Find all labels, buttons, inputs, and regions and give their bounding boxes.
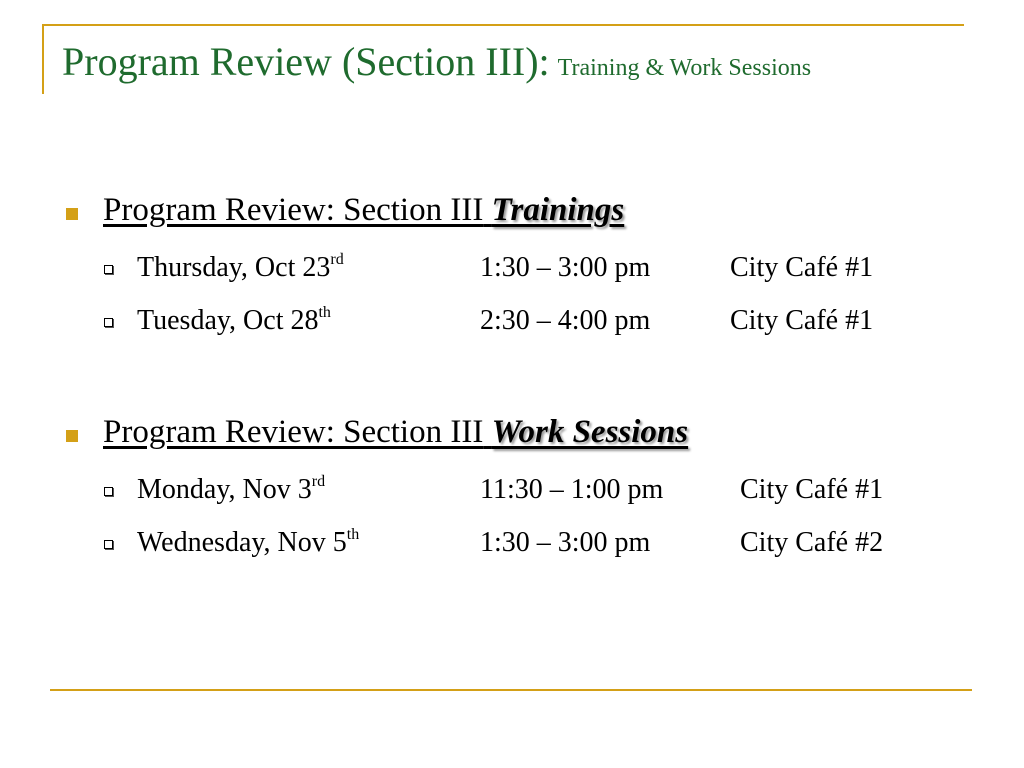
hollow-square-bullet-icon: [104, 487, 113, 496]
section-heading-trainings: [103, 192, 624, 229]
section-heading-work-sessions: [103, 414, 688, 451]
session-location: City Café #1: [740, 474, 884, 505]
top-rule: [42, 24, 964, 26]
session-location: City Café #2: [740, 527, 884, 558]
heading-prefix: Program Review: Section III: [103, 414, 484, 450]
title-subtitle: Training & Work Sessions: [557, 55, 812, 81]
hollow-square-bullet-icon: [104, 318, 113, 327]
heading-emphasis: Work Sessions: [491, 414, 689, 450]
session-time: 2:30 – 4:00 pm: [480, 305, 651, 336]
square-bullet-icon: [66, 430, 78, 442]
session-location: City Café #1: [730, 252, 874, 283]
hollow-square-bullet-icon: [104, 540, 113, 549]
session-day: Tuesday, Oct 28th: [137, 304, 331, 336]
session-day: Monday, Nov 3rd: [137, 473, 326, 505]
heading-prefix: Program Review: Section III: [103, 192, 484, 228]
session-time: 11:30 – 1:00 pm: [480, 474, 664, 505]
session-time: 1:30 – 3:00 pm: [480, 527, 651, 558]
left-rule: [42, 24, 44, 94]
session-day: Thursday, Oct 23rd: [137, 251, 344, 283]
heading-emphasis: Trainings: [491, 192, 625, 228]
session-location: City Café #1: [730, 305, 874, 336]
session-time: 1:30 – 3:00 pm: [480, 252, 651, 283]
session-day: Wednesday, Nov 5th: [137, 526, 360, 558]
slide-title: [62, 38, 811, 85]
title-main: Program Review (Section III):: [62, 39, 550, 84]
square-bullet-icon: [66, 208, 78, 220]
bottom-rule: [50, 689, 972, 691]
hollow-square-bullet-icon: [104, 265, 113, 274]
